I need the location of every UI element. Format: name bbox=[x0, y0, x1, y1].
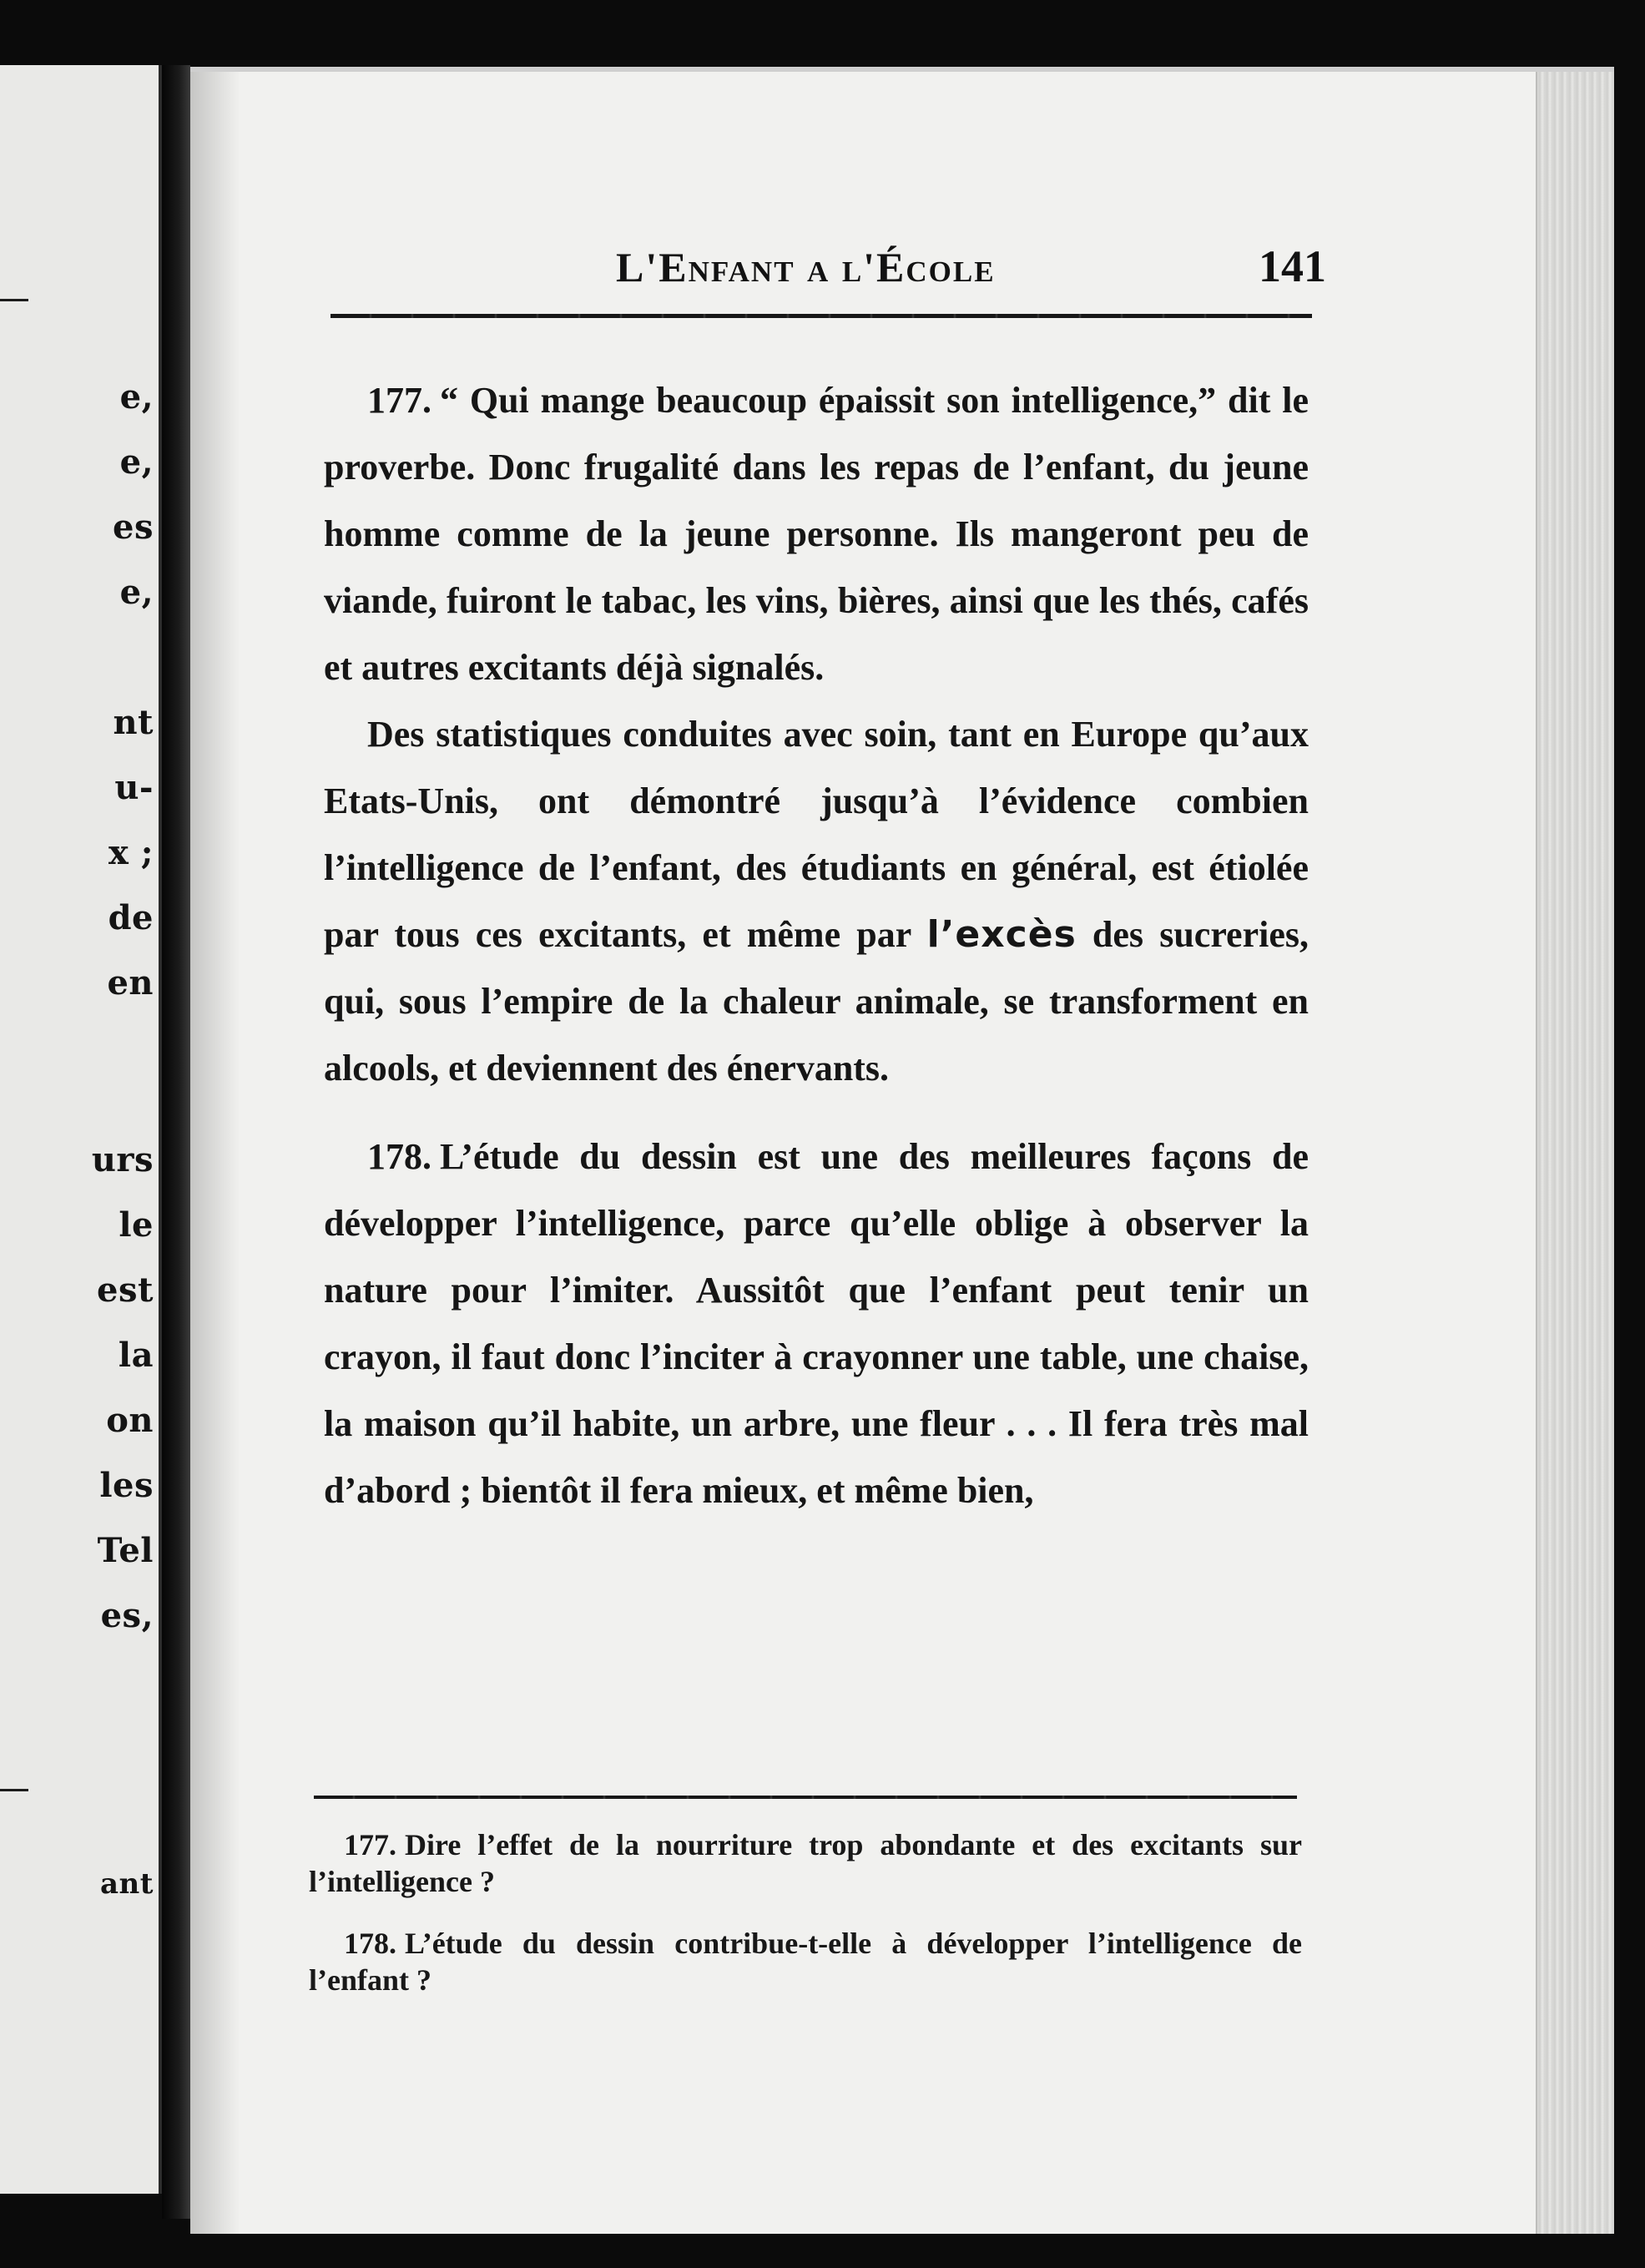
footnote-rule bbox=[314, 1796, 1297, 1799]
left-page-fragment: u- bbox=[114, 768, 154, 807]
footnote-177 bbox=[309, 1826, 1302, 1900]
left-page-fragment: on bbox=[106, 1401, 154, 1440]
left-page-fragment: urs bbox=[91, 1140, 154, 1179]
paragraph-177 bbox=[324, 367, 1309, 701]
footnote-text: L’étude du dessin contribue-t-elle à développer l’intelligence de l’enfant ? bbox=[309, 1927, 1302, 1997]
left-page-fragment: le bbox=[119, 1205, 154, 1245]
paragraph-number: 177. bbox=[367, 380, 431, 421]
left-page-fragment: les bbox=[99, 1466, 154, 1505]
left-facing-page bbox=[0, 65, 162, 2194]
footnote-text: Dire l’effet de la nourriture trop abondante et des excitants sur l’intelligence ? bbox=[309, 1828, 1302, 1898]
paragraph-number: 178. bbox=[367, 1136, 431, 1177]
paragraph-text: des sucreries, qui, sous l’empire de la chaleur animale, se transforment en alcools, et deviennent des énervants. bbox=[324, 914, 1309, 1089]
left-page-fragment: est bbox=[97, 1270, 154, 1310]
left-page-fragment: Tel bbox=[97, 1531, 154, 1570]
paragraph-statistics bbox=[324, 701, 1309, 1102]
left-page-fragment: ant bbox=[100, 1867, 154, 1901]
left-page-fragment: de bbox=[108, 898, 154, 937]
book-gutter bbox=[162, 65, 190, 2219]
left-page-fragment: e, bbox=[119, 377, 154, 417]
paragraph-text: L’étude du dessin est une des meilleures façons de développer l’intelligence, parce qu’elle oblige à observer la nature pour l’imiter. Aussitôt que l’enfant peut tenir un crayon, il faut donc l’inciter à crayonner une table, une chaise, la maison qu’il habite, un arbre, une fleur . . . Il fera très mal d’abord ; bientôt il fera mieux, et même bien, bbox=[324, 1136, 1309, 1511]
page-edge-stack bbox=[1536, 72, 1614, 2234]
header-rule bbox=[331, 314, 1312, 318]
left-page-rule bbox=[0, 1789, 28, 1791]
left-page-fragment: la bbox=[118, 1336, 154, 1375]
page-shadow bbox=[190, 72, 240, 2234]
paragraph-178 bbox=[324, 1124, 1309, 1524]
paragraph-text: “ Qui mange beaucoup épaissit son intelligence,” dit le proverbe. Donc frugalité dans les repas de l’enfant, du jeune homme comme de la jeune personne. Ils mangeront peu de viande, fuiront le tabac, les vins, bières, ainsi que les thés, cafés et autres excitants déjà signalés. bbox=[324, 380, 1309, 688]
footnote-number: 178. bbox=[344, 1927, 396, 1960]
emphasized-word: l’excès bbox=[926, 913, 1077, 956]
left-page-fragment: nt bbox=[113, 703, 154, 742]
footnote-178 bbox=[309, 1925, 1302, 1998]
left-page-fragment: en bbox=[107, 963, 154, 1003]
left-page-fragment: es, bbox=[100, 1596, 154, 1635]
left-page-fragment: e, bbox=[119, 442, 154, 482]
body-text bbox=[324, 367, 1309, 1524]
footnotes bbox=[309, 1826, 1302, 2023]
footnote-number: 177. bbox=[344, 1828, 396, 1861]
left-page-fragment: es bbox=[113, 508, 154, 547]
paragraph-text: Des statistiques conduites avec soin, tant en Europe qu’aux Etats-Unis, ont démontré jusqu’à l’évidence combien l’intelligence de l’enfant, des étudiants en général, est étiolée par tous ces excitants, et même par bbox=[324, 714, 1309, 955]
page-number: 141 bbox=[1259, 241, 1326, 291]
left-page-fragment: x ; bbox=[108, 833, 154, 872]
left-page-rule bbox=[0, 299, 28, 301]
left-page-fragment: e, bbox=[119, 573, 154, 612]
book-page bbox=[190, 67, 1614, 2234]
running-title: L'Enfant a l'École bbox=[616, 244, 996, 290]
